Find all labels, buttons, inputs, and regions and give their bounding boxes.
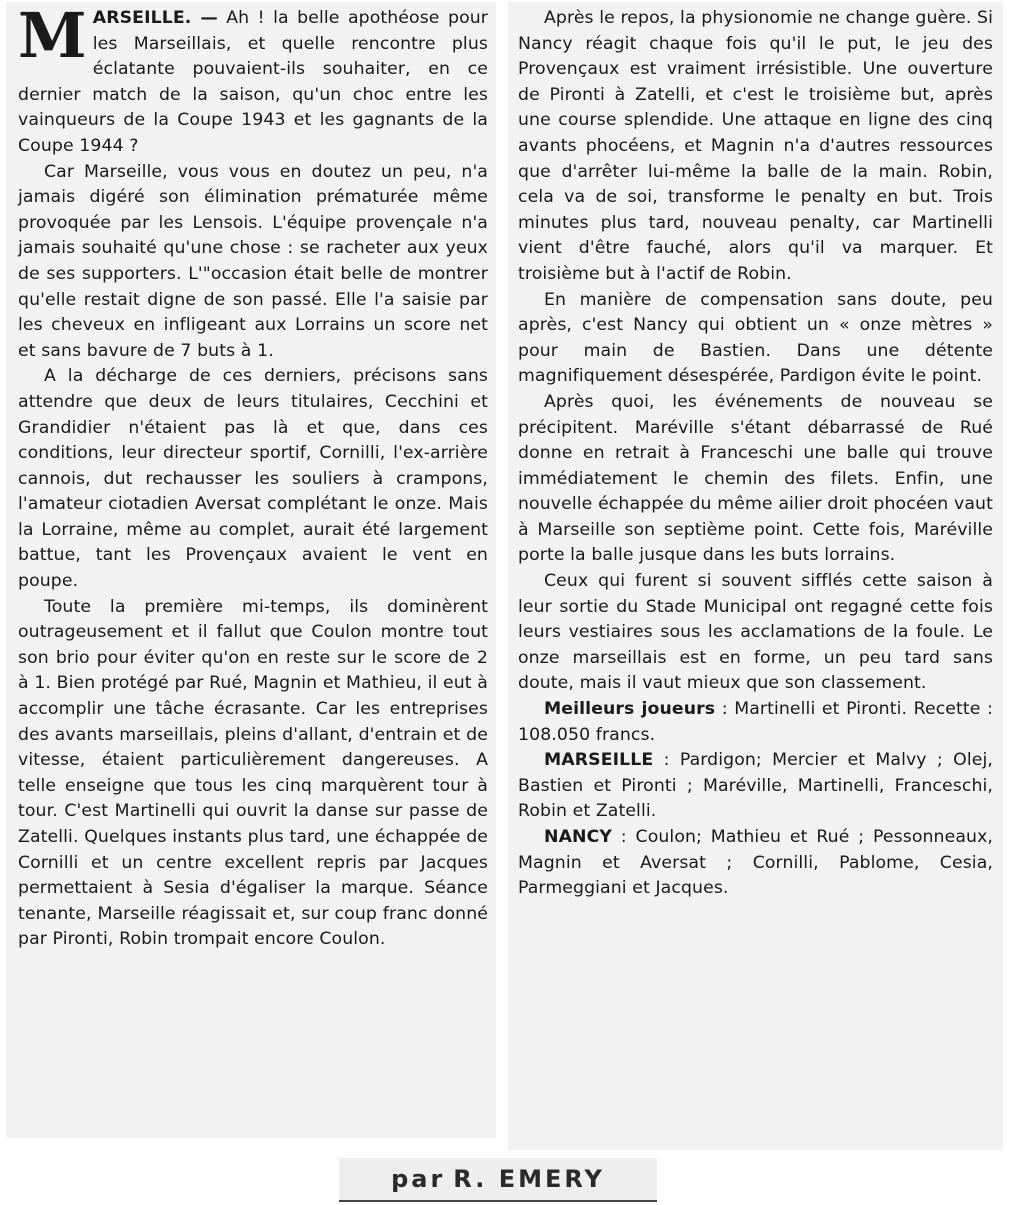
dateline: ARSEILLE. — xyxy=(92,8,218,28)
byline-author: R. EMERY xyxy=(453,1165,605,1193)
article-paragraph: Toute la première mi-temps, ils dominèrent outrageusement et il fallut que Coulon montre tout son brio pour éviter qu'on en reste sur le score de 2 à 1. Bien protégé par Rué, Magnin et Mathieu, il eut à accomplir une tâche écrasante. Car les entreprises des avants marseillais, pleins d'allant, d'entrain et de vitesse, étaient particulièrement dangereuses. A telle enseigne que tous les cinq marquèrent tour à tour. C'est Martinelli qui ouvrit la danse sur passe de Zatelli. Quelques instants plus tard, une échappée de Cornilli et un centre excellent repris par Jacques permettaient à Sesia d'égaliser la marque. Séance tenante, Marseille réagissait et, sur coup franc donné par Pironti, Robin trompait encore Coulon. xyxy=(18,596,488,950)
article-paragraph: En manière de compensation sans doute, peu après, c'est Nancy qui obtient un « onze mètres » pour main de Bastien. Dans une détente magnifiquement désespérée, Pardigon évite le point. xyxy=(518,289,993,387)
article-paragraph: Après le repos, la physionomie ne change guère. Si Nancy réagit chaque fois qu'il le put, le jeu des Provençaux est vraiment irrésistible. Une ouverture de Pironti à Zatelli, et c'est le troisième but, après une course splendide. Une attaque en ligne des cinq avants phocéens, et Magnin n'a d'autres ressources que d'arrêter lui-même la balle de la main. Robin, cela va de soi, transforme le penalty en but. Trois minutes plus tard, nouveau penalty, car Martinelli vient d'être fauché, alors qu'il va marquer. Et troisième but à l'actif de Robin. xyxy=(518,8,993,284)
article-column-right xyxy=(508,2,1003,1150)
article-paragraph: Après quoi, les événements de nouveau se précipitent. Maréville s'étant débarrassé de Rué donne en retrait à Franceschi une balle qui trouve immédiatement le chemin des filets. Enfin, une nouvelle échappée du même ailier droit phocéen vaut à Marseille son septième point. Cette fois, Maréville porte la balle jusque dans les buts lorrains. xyxy=(518,391,993,566)
byline xyxy=(339,1158,657,1202)
intro-text: Ah ! la belle apothéose pour les Marseillais, et quelle rencontre plus éclatante pouvaient-ils souhaiter, en ce dernier match de la saison, qu'un choc entre les vainqueurs de la Coupe 1943 et les gagnants de la Coupe 1944 ? xyxy=(18,8,488,156)
marseille-lineup: MARSEILLE : Pardigon; Mercier et Malvy ; Olej, Bastien et Pironti ; Maréville, Martinelli, Franceschi, Robin et Zatelli. xyxy=(518,750,993,822)
article-paragraph: Ceux qui furent si souvent sifflés cette saison à leur sortie du Stade Municipal ont regagné cette fois leurs vestiaires sous les acclamations de la foule. Le onze marseillais est en forme, un peu tard sans doute, mais il vaut mieux que son classement. xyxy=(518,571,993,694)
best-players-line: Meilleurs joueurs : Martinelli et Pironti. Recette : 108.050 francs. xyxy=(518,699,993,745)
article-column-left xyxy=(6,2,496,1138)
drop-cap: M xyxy=(18,2,87,72)
byline-prefix: par xyxy=(391,1165,446,1193)
article-paragraph: Car Marseille, vous vous en doutez un peu, n'a jamais digéré son élimination prématurée même provoquée par les Lensois. L'équipe provençale n'a jamais souhaité qu'une chose : se racheter aux yeux de ses supporters. L'"occasion était belle de montrer qu'elle restait digne de son passé. Elle l'a saisie par les cheveux en infligeant aux Lorrains un score net et sans bavure de 7 buts à 1. xyxy=(18,161,488,361)
article-paragraph-intro xyxy=(18,2,488,160)
nancy-lineup: NANCY : Coulon; Mathieu et Rué ; Pessonneaux, Magnin et Aversat ; Cornilli, Pablome, Cesia, Parmeggiani et Jacques. xyxy=(518,827,993,899)
article-paragraph: A la décharge de ces derniers, précisons sans attendre que deux de leurs titulaires, Cecchini et Grandidier n'étaient pas là et que, dans ces conditions, leur directeur sportif, Cornilli, l'ex-arrière cannois, dut rechausser les souliers à crampons, l'amateur ciotadien Aversat complétant le onze. Mais la Lorraine, même au complet, aurait été largement battue, tant les Provençaux avaient le vent en poupe. xyxy=(18,366,488,592)
